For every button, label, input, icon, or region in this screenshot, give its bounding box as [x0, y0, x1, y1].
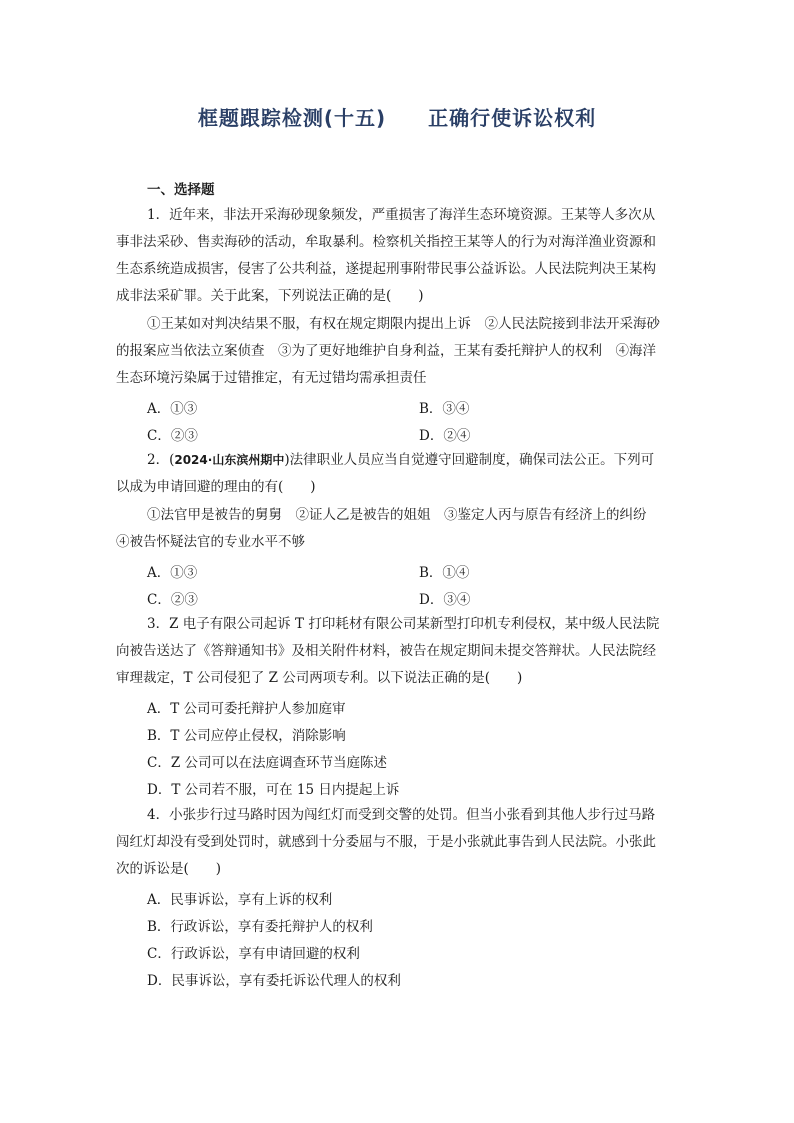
q3-stem-line: 3．Z 电子有限公司起诉 T 打印耗材有限公司某新型打印机专利侵权，某中级人民法院 [147, 616, 660, 632]
q1-stem-line: 生态系统造成损害，侵害了公共利益，遂提起刑事附带民事公益诉讼。人民法院判决王某构 [116, 261, 656, 277]
q4-stem-line: 闯红灯却没有受到处罚时，就感到十分委屈与不服，于是小张就此事告到人民法院。小张此 [116, 834, 656, 850]
q2-option-a: A．①③ [147, 565, 198, 581]
section-heading: 一、选择题 [147, 182, 215, 198]
q2-option-b: B．①④ [419, 565, 470, 581]
q1-stem-line: 1．近年来，非法开采海砂现象频发，严重损害了海洋生态环境资源。王某等人多次从 [147, 207, 656, 223]
q4-option-d: D．民事诉讼，享有委托诉讼代理人的权利 [147, 973, 401, 989]
q2-statement-line: ④被告怀疑法官的专业水平不够 [116, 534, 305, 550]
q4-option-a: A．民事诉讼，享有上诉的权利 [147, 892, 333, 908]
q2-source: 2024·山东滨州期中 [174, 453, 285, 467]
q2-number: 2．( [147, 452, 175, 468]
q2-statement-line: ①法官甲是被告的舅舅 ②证人乙是被告的姐姐 ③鉴定人丙与原告有经济上的纠纷 [147, 507, 647, 523]
q4-stem-line: 次的诉讼是( ) [116, 861, 222, 877]
q2-stem-text: )法律职业人员应当自觉遵守回避制度，确保司法公正。下列可 [284, 452, 655, 468]
q3-option-d: D．T 公司若不服，可在 15 日内提起上诉 [147, 782, 400, 798]
q3-stem-line: 向被告送达了《答辩通知书》及相关附件材料，被告在规定期间未提交答辩状。人民法院经 [116, 643, 656, 659]
q4-option-c: C．行政诉讼，享有申请回避的权利 [147, 946, 360, 962]
q4-option-b: B．行政诉讼，享有委托辩护人的权利 [147, 919, 373, 935]
q2-stem-line: 以成为申请回避的理由的有( ) [116, 479, 316, 495]
q1-option-a: A．①③ [147, 401, 198, 417]
q1-stem-line: 事非法采砂、售卖海砂的活动，牟取暴利。检察机关指控王某等人的行为对海洋渔业资源和 [116, 234, 656, 250]
q2-option-d: D．③④ [419, 592, 471, 608]
q2-stem-line [147, 451, 654, 469]
q1-stem-line: 成非法采矿罪。关于此案，下列说法正确的是( ) [116, 288, 424, 304]
q3-stem-line: 审理裁定，T 公司侵犯了 Z 公司两项专利。以下说法正确的是( ) [116, 670, 523, 686]
q1-statement-line: ①王某如对判决结果不服，有权在规定期限内提出上诉 ②人民法院接到非法开采海砂 [147, 316, 660, 332]
q1-option-c: C．②③ [147, 428, 198, 444]
q1-option-d: D．②④ [419, 428, 471, 444]
page-title: 框题跟踪检测(十五) 正确行使诉讼权利 [197, 106, 597, 130]
q3-option-c: C．Z 公司可以在法庭调查环节当庭陈述 [147, 755, 388, 771]
q1-statement-line: 生态环境污染属于过错推定，有无过错均需承担责任 [116, 370, 427, 386]
q3-option-b: B．T 公司应停止侵权，消除影响 [147, 728, 346, 744]
q1-statement-line: 的报案应当依法立案侦查 ③为了更好地维护自身利益，王某有委托辩护人的权利 ④海洋 [116, 343, 656, 359]
q2-option-c: C．②③ [147, 592, 198, 608]
q1-option-b: B．③④ [419, 401, 470, 417]
q3-option-a: A．T 公司可委托辩护人参加庭审 [147, 701, 346, 717]
q4-stem-line: 4．小张步行过马路时因为闯红灯而受到交警的处罚。但当小张看到其他人步行过马路 [147, 807, 656, 823]
